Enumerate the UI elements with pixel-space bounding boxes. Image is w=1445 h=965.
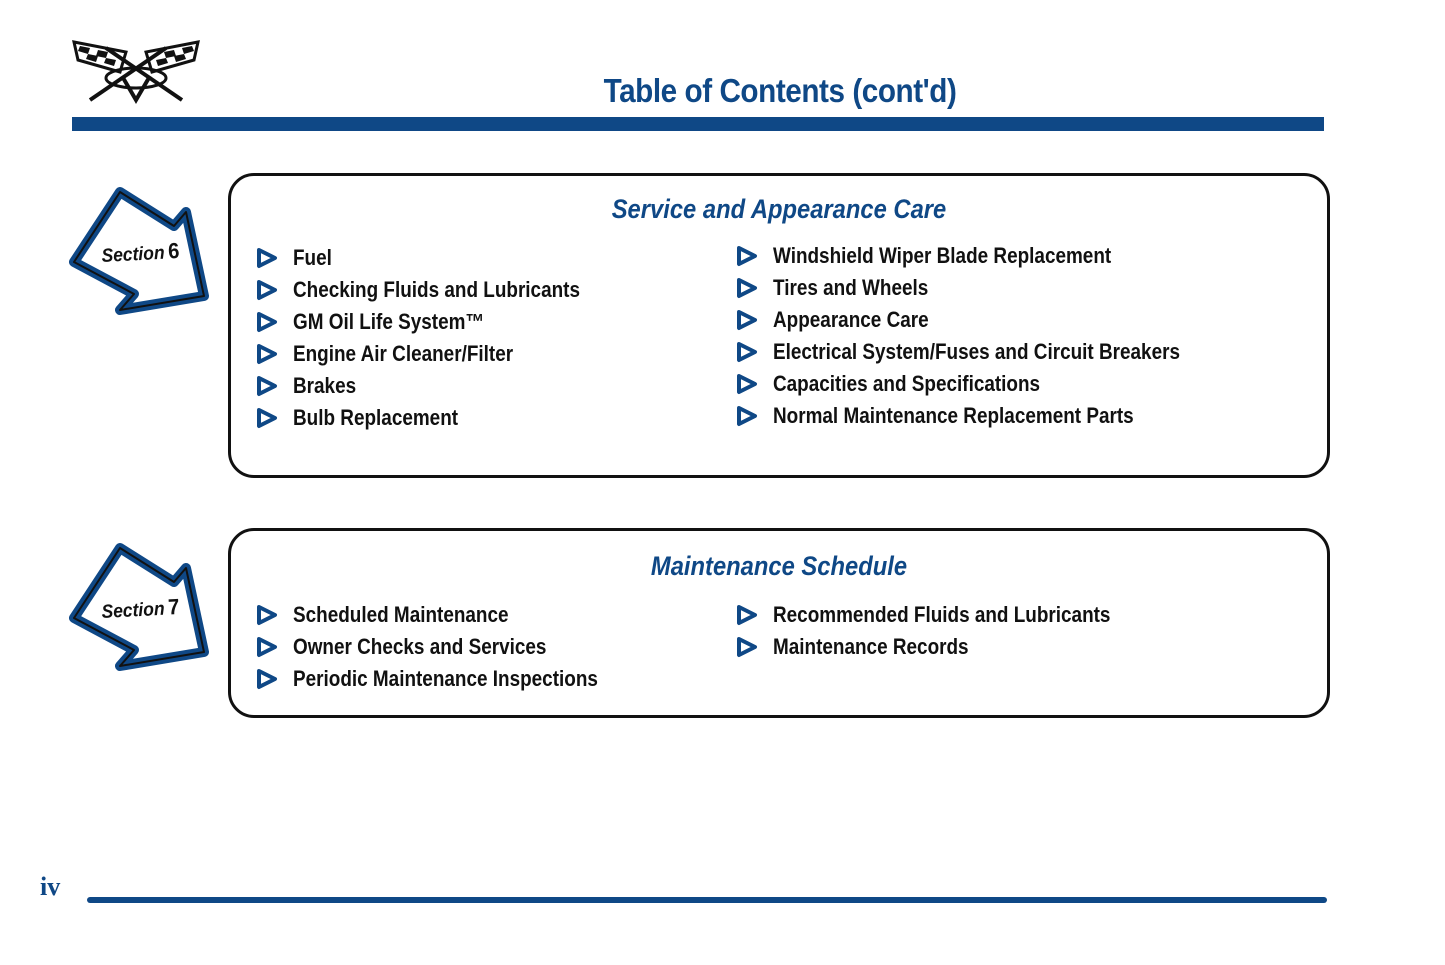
title-divider [72,117,1324,131]
play-triangle-icon [255,247,279,269]
page-number: iv [40,872,61,901]
list-item-label: Appearance Care [773,307,929,332]
play-triangle-icon [735,341,759,363]
section-word: Section [100,242,166,268]
list-item[interactable] [735,240,1246,272]
section-word: Section [100,598,166,624]
section-6-heading[interactable]: Service and Appearance Care [611,194,947,224]
list-item[interactable] [735,400,1246,432]
list-item-label: Owner Checks and Services [293,634,547,659]
section-number: 6 [167,237,181,264]
list-item-label: Electrical System/Fuses and Circuit Breakers [773,339,1180,364]
play-triangle-icon [255,311,279,333]
section-7-left-list [255,599,648,695]
list-item[interactable] [255,370,627,402]
section-number: 7 [167,593,181,620]
list-item-label: Fuel [293,245,332,270]
section-7-label [101,594,180,624]
list-item-label: Brakes [293,373,357,398]
list-item-label: Recommended Fluids and Lubricants [773,602,1111,627]
list-item-label: Bulb Replacement [293,405,459,430]
section-6-label [101,238,180,268]
play-triangle-icon [735,373,759,395]
list-item[interactable] [255,663,648,695]
section-6-panel [228,173,1330,478]
list-item-label: Engine Air Cleaner/Filter [293,341,514,366]
list-item[interactable] [735,631,1165,663]
play-triangle-icon [735,604,759,626]
play-triangle-icon [255,636,279,658]
section-6-arrow-badge[interactable] [62,184,214,324]
list-item-label: Capacities and Specifications [773,371,1041,396]
play-triangle-icon [735,636,759,658]
list-item[interactable] [735,368,1246,400]
list-item[interactable] [735,599,1165,631]
list-item[interactable] [255,402,627,434]
section-7-heading[interactable]: Maintenance Schedule [650,551,908,581]
list-item[interactable] [255,274,627,306]
section-6-left-list [255,242,627,434]
corvette-logo-icon [70,38,202,104]
play-triangle-icon [255,279,279,301]
list-item-label: Maintenance Records [773,634,969,659]
list-item-label: Windshield Wiper Blade Replacement [773,243,1112,268]
list-item[interactable] [735,336,1246,368]
list-item-label: Scheduled Maintenance [293,602,509,627]
section-6-right-list [735,240,1246,432]
list-item[interactable] [735,304,1246,336]
play-triangle-icon [255,604,279,626]
list-item-label: GM Oil Life System™ [293,309,485,334]
list-item[interactable] [255,338,627,370]
play-triangle-icon [735,245,759,267]
play-triangle-icon [255,343,279,365]
play-triangle-icon [735,277,759,299]
page-title: Table of Contents (cont'd) [603,72,957,109]
list-item[interactable] [255,599,648,631]
list-item-label: Tires and Wheels [773,275,929,300]
play-triangle-icon [735,405,759,427]
list-item-label: Periodic Maintenance Inspections [293,666,598,691]
play-triangle-icon [735,309,759,331]
list-item[interactable] [255,306,627,338]
list-item[interactable] [255,631,648,663]
play-triangle-icon [255,407,279,429]
list-item[interactable] [255,242,627,274]
section-7-panel [228,528,1330,718]
list-item[interactable] [735,272,1246,304]
play-triangle-icon [255,668,279,690]
footer-divider [87,897,1327,903]
play-triangle-icon [255,375,279,397]
list-item-label: Normal Maintenance Replacement Parts [773,403,1134,428]
list-item-label: Checking Fluids and Lubricants [293,277,580,302]
section-7-right-list [735,599,1165,663]
section-7-arrow-badge[interactable] [62,540,214,680]
